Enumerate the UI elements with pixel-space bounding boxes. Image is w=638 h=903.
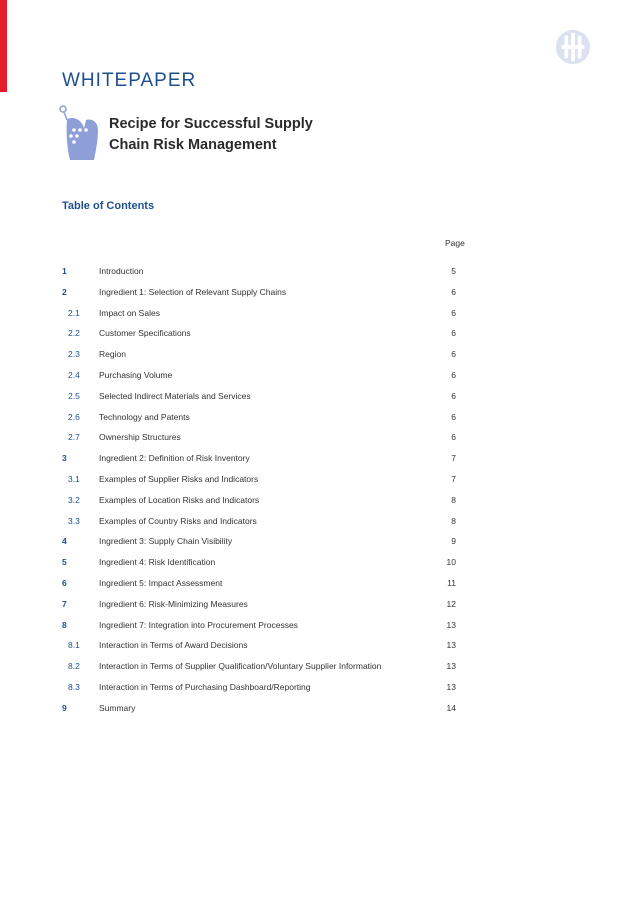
toc-entry-page: 8 [451, 515, 456, 526]
toc-entry-number: 2.6 [68, 411, 80, 422]
toc-page-column-label: Page [445, 238, 465, 248]
toc-entry-number: 8.3 [68, 681, 80, 692]
toc-entry-label: Interaction in Terms of Purchasing Dashboard/Reporting [99, 681, 311, 692]
toc-entry-label: Ingredient 5: Impact Assessment [99, 577, 223, 588]
toc-entry-number: 2.3 [68, 349, 80, 360]
toc-entry[interactable] [0, 387, 638, 408]
toc-heading: Table of Contents [62, 200, 155, 212]
toc-entry-number: 3.1 [68, 473, 80, 484]
toc-entry-label: Examples of Location Risks and Indicators [99, 494, 260, 505]
oven-mitt-icon [58, 104, 102, 162]
toc-entry-label: Examples of Supplier Risks and Indicators [99, 473, 259, 484]
toc-list [0, 262, 638, 720]
toc-entry-page: 6 [451, 411, 456, 422]
toc-entry-number: 2.7 [68, 432, 80, 443]
toc-entry[interactable] [0, 636, 638, 657]
toc-entry[interactable] [0, 574, 638, 595]
toc-entry-page: 8 [451, 494, 456, 505]
toc-entry[interactable] [0, 553, 638, 574]
toc-entry-page: 7 [451, 453, 456, 464]
toc-entry-number: 3.2 [68, 494, 80, 505]
toc-entry[interactable] [0, 283, 638, 304]
toc-entry-number: 1 [62, 266, 67, 276]
toc-entry-page: 14 [446, 702, 456, 713]
toc-entry-number: 2.2 [68, 328, 80, 339]
toc-entry-number: 6 [62, 577, 67, 588]
toc-entry-page: 6 [451, 286, 456, 297]
toc-entry-page: 11 [447, 577, 456, 588]
toc-entry-page: 13 [446, 619, 456, 630]
toc-entry-page: 6 [451, 328, 456, 339]
title-line-2: Chain Risk Management [109, 137, 277, 153]
toc-entry-number: 4 [62, 536, 67, 547]
red-accent-bar [0, 0, 7, 92]
toc-entry-page: 12 [446, 598, 456, 609]
toc-entry-page: 13 [446, 681, 456, 692]
title-line-1: Recipe for Successful Supply [109, 116, 313, 132]
toc-entry-page: 7 [451, 473, 456, 484]
toc-entry-label: Summary [99, 702, 136, 713]
toc-entry-page: 6 [451, 390, 456, 401]
toc-entry[interactable] [0, 678, 638, 699]
toc-entry[interactable] [0, 449, 638, 470]
toc-entry[interactable] [0, 491, 638, 512]
page-title [109, 114, 313, 156]
toc-entry-number: 2.5 [68, 390, 80, 401]
toc-entry[interactable] [0, 345, 638, 366]
toc-entry-number: 7 [62, 598, 67, 609]
toc-entry-label: Ingredient 3: Supply Chain Visibility [99, 536, 233, 547]
toc-entry-label: Purchasing Volume [99, 369, 173, 380]
toc-entry-label: Interaction in Terms of Supplier Qualification/Voluntary Supplier Information [99, 661, 382, 672]
toc-entry[interactable] [0, 616, 638, 637]
toc-entry-label: Introduction [99, 266, 144, 276]
toc-entry-page: 13 [446, 640, 456, 651]
toc-entry[interactable] [0, 595, 638, 616]
toc-entry-label: Region [99, 349, 126, 360]
toc-entry-label: Customer Specifications [99, 328, 191, 339]
toc-entry-number: 5 [62, 557, 67, 568]
toc-entry-label: Impact on Sales [99, 307, 160, 318]
toc-entry[interactable] [0, 366, 638, 387]
toc-entry-label: Selected Indirect Materials and Services [99, 390, 251, 401]
toc-entry-page: 9 [451, 536, 456, 547]
toc-entry-number: 8.1 [68, 640, 80, 651]
toc-entry-page: 13 [446, 661, 456, 672]
toc-entry-label: Ingredient 4: Risk Identification [99, 557, 216, 568]
toc-entry[interactable] [0, 304, 638, 325]
toc-entry-label: Technology and Patents [99, 411, 190, 422]
toc-entry-page: 5 [451, 266, 456, 276]
whitepaper-label: WHITEPAPER [62, 70, 197, 91]
toc-entry-number: 2.4 [68, 369, 80, 380]
toc-entry-number: 8 [62, 619, 67, 630]
company-logo-icon [554, 28, 592, 66]
toc-entry-label: Ownership Structures [99, 432, 181, 443]
toc-entry-page: 6 [451, 369, 456, 380]
toc-entry-number: 3.3 [68, 515, 80, 526]
toc-entry-page: 6 [451, 432, 456, 443]
toc-entry[interactable] [0, 324, 638, 345]
toc-entry-label: Ingredient 2: Definition of Risk Inventory [99, 453, 250, 464]
toc-entry[interactable] [0, 428, 638, 449]
toc-entry[interactable] [0, 408, 638, 429]
toc-entry-page: 10 [446, 557, 456, 568]
toc-entry-label: Ingredient 6: Risk-Minimizing Measures [99, 598, 248, 609]
toc-entry[interactable] [0, 470, 638, 491]
toc-entry-number: 8.2 [68, 661, 80, 672]
toc-entry[interactable] [0, 512, 638, 533]
toc-entry-label: Examples of Country Risks and Indicators [99, 515, 257, 526]
toc-entry[interactable] [0, 532, 638, 553]
toc-entry[interactable] [0, 699, 638, 720]
toc-entry-label: Interaction in Terms of Award Decisions [99, 640, 248, 651]
toc-entry-page: 6 [451, 349, 456, 360]
toc-entry-number: 2 [62, 286, 67, 297]
toc-entry-number: 9 [62, 702, 67, 713]
toc-entry-label: Ingredient 1: Selection of Relevant Supply Chains [99, 286, 287, 297]
toc-entry-number: 3 [62, 453, 67, 464]
toc-entry-number: 2.1 [68, 307, 80, 318]
toc-entry[interactable] [0, 262, 638, 283]
toc-entry[interactable] [0, 657, 638, 678]
toc-entry-label: Ingredient 7: Integration into Procurement Processes [99, 619, 298, 630]
toc-entry-page: 6 [451, 307, 456, 318]
